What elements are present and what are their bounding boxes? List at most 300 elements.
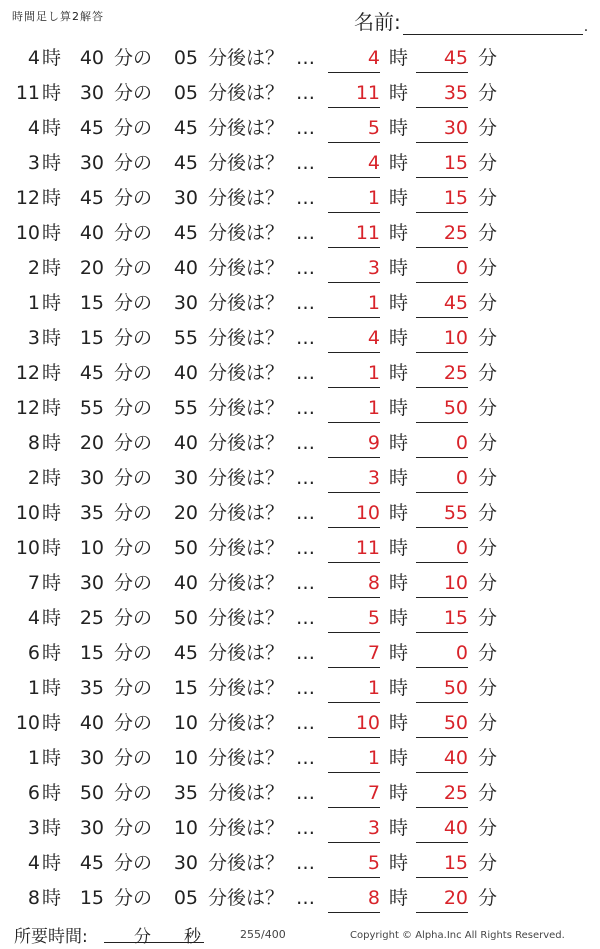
minutes-after-label: 分後は？	[208, 327, 285, 349]
minute-unit: 分の	[114, 292, 153, 314]
ellipsis: …	[296, 572, 315, 594]
added-minutes: 55	[173, 397, 198, 419]
answer-hour[interactable]: 5	[328, 601, 380, 633]
ellipsis: …	[296, 292, 315, 314]
start-minute: 30	[79, 572, 104, 594]
hour-unit: 時	[42, 572, 62, 594]
minutes-after-label: 分後は？	[208, 467, 285, 489]
answer-minute[interactable]: 15	[416, 846, 468, 878]
minutes-after-label: 分後は？	[208, 222, 285, 244]
added-minutes: 40	[173, 257, 198, 279]
problem-row	[0, 881, 600, 916]
ellipsis: …	[296, 677, 315, 699]
problem-row	[0, 461, 600, 496]
ellipsis: …	[296, 257, 315, 279]
minute-unit: 分の	[114, 537, 153, 559]
added-minutes: 20	[173, 502, 198, 524]
answer-minute-unit: 分	[478, 677, 498, 699]
hour-unit: 時	[42, 712, 62, 734]
answer-minute[interactable]: 0	[416, 251, 468, 283]
added-minutes: 05	[173, 47, 198, 69]
hour-unit: 時	[42, 537, 62, 559]
hour-unit: 時	[42, 152, 62, 174]
answer-minute[interactable]: 10	[416, 321, 468, 353]
answer-minute[interactable]: 30	[416, 111, 468, 143]
ellipsis: …	[296, 362, 315, 384]
added-minutes: 30	[173, 467, 198, 489]
minute-unit: 分の	[114, 887, 153, 909]
answer-minute[interactable]: 20	[416, 881, 468, 913]
start-hour: 6	[27, 642, 40, 664]
problem-row	[0, 216, 600, 251]
minutes-after-label: 分後は？	[208, 817, 285, 839]
minutes-after-label: 分後は？	[208, 47, 285, 69]
answer-minute-unit: 分	[478, 467, 498, 489]
answer-minute-unit: 分	[478, 572, 498, 594]
answer-minute-unit: 分	[478, 292, 498, 314]
answer-hour-unit: 時	[389, 712, 409, 734]
answer-hour[interactable]: 1	[328, 181, 380, 213]
ellipsis: …	[296, 327, 315, 349]
answer-minute[interactable]: 25	[416, 216, 468, 248]
start-hour: 4	[27, 117, 40, 139]
start-minute: 50	[79, 782, 104, 804]
answer-minute-unit: 分	[478, 362, 498, 384]
problem-row	[0, 496, 600, 531]
added-minutes: 40	[173, 362, 198, 384]
added-minutes: 40	[173, 432, 198, 454]
hour-unit: 時	[42, 397, 62, 419]
start-minute: 40	[79, 712, 104, 734]
answer-hour-unit: 時	[389, 82, 409, 104]
start-hour: 6	[27, 782, 40, 804]
hour-unit: 時	[42, 257, 62, 279]
problem-row	[0, 671, 600, 706]
start-minute: 30	[79, 82, 104, 104]
start-minute: 30	[79, 747, 104, 769]
start-hour: 3	[27, 152, 40, 174]
time-second-unit: 秒	[184, 927, 201, 947]
start-hour: 8	[27, 432, 40, 454]
answer-minute-unit: 分	[478, 187, 498, 209]
answer-hour[interactable]: 11	[328, 76, 380, 108]
answer-hour[interactable]: 7	[328, 636, 380, 668]
start-hour: 3	[27, 327, 40, 349]
answer-hour-unit: 時	[389, 502, 409, 524]
answer-hour[interactable]: 7	[328, 776, 380, 808]
answer-hour-unit: 時	[389, 467, 409, 489]
answer-hour[interactable]: 3	[328, 811, 380, 843]
start-minute: 40	[79, 47, 104, 69]
start-hour: 10	[15, 222, 40, 244]
answer-hour[interactable]: 4	[328, 41, 380, 73]
hour-unit: 時	[42, 782, 62, 804]
added-minutes: 10	[173, 817, 198, 839]
minutes-after-label: 分後は？	[208, 502, 285, 524]
added-minutes: 45	[173, 642, 198, 664]
start-minute: 30	[79, 817, 104, 839]
problem-row	[0, 741, 600, 776]
problem-row	[0, 286, 600, 321]
ellipsis: …	[296, 397, 315, 419]
start-minute: 15	[79, 292, 104, 314]
answer-minute-unit: 分	[478, 47, 498, 69]
start-hour: 8	[27, 887, 40, 909]
answer-hour[interactable]: 10	[328, 496, 380, 528]
answer-minute-unit: 分	[478, 327, 498, 349]
ellipsis: …	[296, 117, 315, 139]
added-minutes: 05	[173, 82, 198, 104]
ellipsis: …	[296, 607, 315, 629]
answer-hour[interactable]: 1	[328, 671, 380, 703]
answer-minute-unit: 分	[478, 607, 498, 629]
ellipsis: …	[296, 852, 315, 874]
start-hour: 1	[27, 292, 40, 314]
problem-row	[0, 76, 600, 111]
problem-row	[0, 846, 600, 881]
problem-row	[0, 181, 600, 216]
minute-unit: 分の	[114, 572, 153, 594]
answer-minute[interactable]: 0	[416, 531, 468, 563]
answer-minute[interactable]: 15	[416, 146, 468, 178]
problem-row	[0, 531, 600, 566]
name-label: 名前:	[354, 10, 401, 34]
start-minute: 25	[79, 607, 104, 629]
start-hour: 1	[27, 747, 40, 769]
answer-minute[interactable]: 15	[416, 601, 468, 633]
answer-minute[interactable]: 45	[416, 41, 468, 73]
answer-hour-unit: 時	[389, 817, 409, 839]
hour-unit: 時	[42, 187, 62, 209]
name-dot: .	[583, 19, 589, 35]
answer-minute[interactable]: 15	[416, 181, 468, 213]
answer-minute-unit: 分	[478, 257, 498, 279]
ellipsis: …	[296, 47, 315, 69]
hour-unit: 時	[42, 362, 62, 384]
minute-unit: 分の	[114, 82, 153, 104]
answer-minute[interactable]: 40	[416, 741, 468, 773]
problem-row	[0, 391, 600, 426]
problem-list	[0, 41, 600, 916]
start-hour: 11	[15, 82, 40, 104]
problem-row	[0, 321, 600, 356]
ellipsis: …	[296, 712, 315, 734]
answer-minute[interactable]: 50	[416, 706, 468, 738]
start-hour: 3	[27, 817, 40, 839]
answer-hour[interactable]: 1	[328, 356, 380, 388]
minute-unit: 分の	[114, 642, 153, 664]
added-minutes: 35	[173, 782, 198, 804]
start-minute: 45	[79, 117, 104, 139]
ellipsis: …	[296, 887, 315, 909]
hour-unit: 時	[42, 887, 62, 909]
start-hour: 2	[27, 467, 40, 489]
minute-unit: 分の	[114, 852, 153, 874]
answer-minute[interactable]: 45	[416, 286, 468, 318]
answer-hour-unit: 時	[389, 852, 409, 874]
ellipsis: …	[296, 502, 315, 524]
answer-hour-unit: 時	[389, 642, 409, 664]
answer-hour-unit: 時	[389, 47, 409, 69]
answer-hour[interactable]: 1	[328, 741, 380, 773]
start-minute: 55	[79, 397, 104, 419]
problem-row	[0, 41, 600, 76]
hour-unit: 時	[42, 852, 62, 874]
problem-row	[0, 811, 600, 846]
problem-row	[0, 566, 600, 601]
start-hour: 12	[15, 362, 40, 384]
answer-minute-unit: 分	[478, 397, 498, 419]
minutes-after-label: 分後は？	[208, 292, 285, 314]
problem-row	[0, 356, 600, 391]
answer-hour[interactable]: 9	[328, 426, 380, 458]
time-required-field[interactable]	[104, 922, 204, 947]
added-minutes: 05	[173, 887, 198, 909]
start-minute: 20	[79, 257, 104, 279]
answer-minute-unit: 分	[478, 852, 498, 874]
ellipsis: …	[296, 642, 315, 664]
answer-minute[interactable]: 55	[416, 496, 468, 528]
minute-unit: 分の	[114, 712, 153, 734]
minutes-after-label: 分後は？	[208, 257, 285, 279]
start-minute: 35	[79, 502, 104, 524]
start-minute: 30	[79, 467, 104, 489]
hour-unit: 時	[42, 677, 62, 699]
minute-unit: 分の	[114, 152, 153, 174]
answer-minute-unit: 分	[478, 222, 498, 244]
answer-hour-unit: 時	[389, 152, 409, 174]
start-hour: 2	[27, 257, 40, 279]
added-minutes: 50	[173, 537, 198, 559]
answer-minute[interactable]: 25	[416, 356, 468, 388]
added-minutes: 30	[173, 852, 198, 874]
added-minutes: 40	[173, 572, 198, 594]
minutes-after-label: 分後は？	[208, 117, 285, 139]
answer-hour[interactable]: 11	[328, 531, 380, 563]
answer-hour-unit: 時	[389, 537, 409, 559]
minutes-after-label: 分後は？	[208, 852, 285, 874]
minute-unit: 分の	[114, 397, 153, 419]
minutes-after-label: 分後は？	[208, 677, 285, 699]
start-hour: 4	[27, 607, 40, 629]
time-required-label: 所要時間:	[14, 927, 88, 947]
hour-unit: 時	[42, 222, 62, 244]
answer-minute-unit: 分	[478, 117, 498, 139]
minutes-after-label: 分後は？	[208, 397, 285, 419]
hour-unit: 時	[42, 642, 62, 664]
hour-unit: 時	[42, 607, 62, 629]
added-minutes: 10	[173, 712, 198, 734]
answer-hour-unit: 時	[389, 397, 409, 419]
problem-row	[0, 636, 600, 671]
answer-hour-unit: 時	[389, 292, 409, 314]
start-hour: 7	[27, 572, 40, 594]
hour-unit: 時	[42, 47, 62, 69]
start-minute: 15	[79, 887, 104, 909]
added-minutes: 45	[173, 152, 198, 174]
added-minutes: 45	[173, 117, 198, 139]
minutes-after-label: 分後は？	[208, 537, 285, 559]
answer-hour[interactable]: 11	[328, 216, 380, 248]
ellipsis: …	[296, 82, 315, 104]
start-hour: 1	[27, 677, 40, 699]
answer-minute-unit: 分	[478, 152, 498, 174]
start-hour: 12	[15, 397, 40, 419]
ellipsis: …	[296, 817, 315, 839]
minutes-after-label: 分後は？	[208, 152, 285, 174]
added-minutes: 15	[173, 677, 198, 699]
answer-hour-unit: 時	[389, 327, 409, 349]
answer-minute-unit: 分	[478, 887, 498, 909]
minutes-after-label: 分後は？	[208, 747, 285, 769]
added-minutes: 50	[173, 607, 198, 629]
hour-unit: 時	[42, 467, 62, 489]
answer-hour[interactable]: 4	[328, 321, 380, 353]
start-minute: 35	[79, 677, 104, 699]
name-blank-line[interactable]	[403, 14, 583, 35]
minute-unit: 分の	[114, 782, 153, 804]
minute-unit: 分の	[114, 817, 153, 839]
ellipsis: …	[296, 537, 315, 559]
hour-unit: 時	[42, 82, 62, 104]
answer-minute-unit: 分	[478, 712, 498, 734]
hour-unit: 時	[42, 747, 62, 769]
minute-unit: 分の	[114, 502, 153, 524]
problem-row	[0, 706, 600, 741]
answer-minute[interactable]: 50	[416, 671, 468, 703]
problem-row	[0, 146, 600, 181]
time-minute-unit: 分	[134, 927, 151, 947]
ellipsis: …	[296, 187, 315, 209]
minutes-after-label: 分後は？	[208, 187, 285, 209]
minutes-after-label: 分後は？	[208, 607, 285, 629]
start-minute: 40	[79, 222, 104, 244]
added-minutes: 45	[173, 222, 198, 244]
answer-minute[interactable]: 10	[416, 566, 468, 598]
answer-minute[interactable]: 25	[416, 776, 468, 808]
answer-minute[interactable]: 0	[416, 636, 468, 668]
answer-minute-unit: 分	[478, 502, 498, 524]
minute-unit: 分の	[114, 117, 153, 139]
ellipsis: …	[296, 222, 315, 244]
start-minute: 45	[79, 187, 104, 209]
problem-row	[0, 111, 600, 146]
answer-hour[interactable]: 4	[328, 146, 380, 178]
answer-hour-unit: 時	[389, 362, 409, 384]
copyright-notice: Copyright © Alpha.Inc All Rights Reserved.	[350, 930, 565, 941]
answer-hour[interactable]: 1	[328, 391, 380, 423]
problem-row	[0, 426, 600, 461]
problem-row	[0, 601, 600, 636]
start-minute: 15	[79, 327, 104, 349]
answer-hour-unit: 時	[389, 257, 409, 279]
minutes-after-label: 分後は？	[208, 642, 285, 664]
start-minute: 15	[79, 642, 104, 664]
answer-hour-unit: 時	[389, 782, 409, 804]
problem-row	[0, 251, 600, 286]
minutes-after-label: 分後は？	[208, 712, 285, 734]
minute-unit: 分の	[114, 222, 153, 244]
answer-minute-unit: 分	[478, 642, 498, 664]
hour-unit: 時	[42, 817, 62, 839]
answer-hour[interactable]: 3	[328, 461, 380, 493]
hour-unit: 時	[42, 432, 62, 454]
added-minutes: 10	[173, 747, 198, 769]
hour-unit: 時	[42, 117, 62, 139]
minutes-after-label: 分後は？	[208, 362, 285, 384]
worksheet-title: 時間足し算2解答	[12, 10, 104, 23]
answer-minute[interactable]: 0	[416, 426, 468, 458]
start-hour: 4	[27, 47, 40, 69]
answer-hour[interactable]: 3	[328, 251, 380, 283]
added-minutes: 30	[173, 292, 198, 314]
answer-minute[interactable]: 40	[416, 811, 468, 843]
answer-hour[interactable]: 1	[328, 286, 380, 318]
minute-unit: 分の	[114, 47, 153, 69]
page-number: 255/400	[240, 928, 286, 941]
start-minute: 30	[79, 152, 104, 174]
answer-minute-unit: 分	[478, 82, 498, 104]
ellipsis: …	[296, 747, 315, 769]
answer-hour-unit: 時	[389, 117, 409, 139]
hour-unit: 時	[42, 502, 62, 524]
minute-unit: 分の	[114, 187, 153, 209]
minute-unit: 分の	[114, 607, 153, 629]
answer-hour-unit: 時	[389, 887, 409, 909]
ellipsis: …	[296, 467, 315, 489]
answer-hour[interactable]: 10	[328, 706, 380, 738]
answer-hour-unit: 時	[389, 432, 409, 454]
name-field	[354, 6, 588, 35]
problem-row	[0, 776, 600, 811]
start-minute: 45	[79, 362, 104, 384]
start-hour: 10	[15, 502, 40, 524]
answer-hour[interactable]: 8	[328, 566, 380, 598]
minutes-after-label: 分後は？	[208, 887, 285, 909]
minute-unit: 分の	[114, 257, 153, 279]
answer-minute[interactable]: 50	[416, 391, 468, 423]
minute-unit: 分の	[114, 362, 153, 384]
answer-hour[interactable]: 5	[328, 111, 380, 143]
answer-hour-unit: 時	[389, 572, 409, 594]
answer-hour-unit: 時	[389, 677, 409, 699]
answer-minute-unit: 分	[478, 432, 498, 454]
minutes-after-label: 分後は？	[208, 572, 285, 594]
answer-minute[interactable]: 35	[416, 76, 468, 108]
answer-minute-unit: 分	[478, 782, 498, 804]
minutes-after-label: 分後は？	[208, 782, 285, 804]
ellipsis: …	[296, 782, 315, 804]
answer-hour[interactable]: 8	[328, 881, 380, 913]
answer-hour[interactable]: 5	[328, 846, 380, 878]
answer-hour-unit: 時	[389, 222, 409, 244]
ellipsis: …	[296, 432, 315, 454]
answer-minute[interactable]: 0	[416, 461, 468, 493]
start-hour: 10	[15, 537, 40, 559]
answer-minute-unit: 分	[478, 817, 498, 839]
minute-unit: 分の	[114, 677, 153, 699]
start-hour: 12	[15, 187, 40, 209]
start-minute: 45	[79, 852, 104, 874]
minutes-after-label: 分後は？	[208, 82, 285, 104]
minute-unit: 分の	[114, 432, 153, 454]
minute-unit: 分の	[114, 327, 153, 349]
minute-unit: 分の	[114, 747, 153, 769]
minute-unit: 分の	[114, 467, 153, 489]
answer-minute-unit: 分	[478, 747, 498, 769]
ellipsis: …	[296, 152, 315, 174]
start-hour: 4	[27, 852, 40, 874]
